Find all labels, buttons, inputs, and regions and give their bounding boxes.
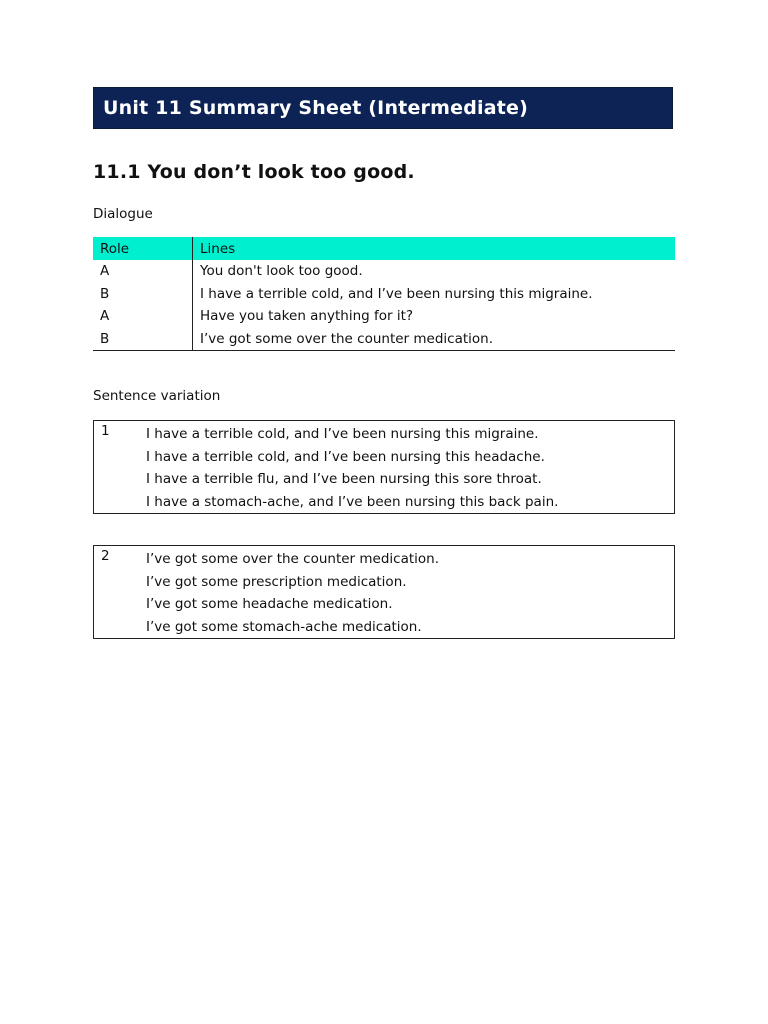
variation-line: I have a terrible flu, and I’ve been nursing this sore throat. — [146, 471, 542, 487]
variation-line: I’ve got some over the counter medication. — [146, 551, 440, 567]
role-cell: A — [93, 305, 193, 328]
variation-line: I’ve got some prescription medication. — [146, 573, 407, 590]
variation-line: I have a stomach-ache, and I’ve been nursing this back pain. — [146, 493, 559, 510]
line-cell: I’ve got some over the counter medication. — [193, 328, 676, 351]
section-heading: 11.1 You don’t look too good. — [93, 161, 415, 183]
variation-line: I’ve got some headache medication. — [146, 596, 393, 612]
variation-line: I have a terrible cold, and I’ve been nursing this migraine. — [146, 426, 539, 442]
line-cell: I have a terrible cold, and I’ve been nursing this migraine. — [200, 285, 593, 302]
table-row — [93, 283, 675, 306]
title-bar — [93, 87, 673, 129]
role-column-header: Role — [93, 237, 193, 260]
table-row — [93, 260, 675, 283]
variation-line: I have a terrible cold, and I’ve been nursing this headache. — [146, 448, 545, 465]
page-title: Unit 11 Summary Sheet (Intermediate) — [103, 97, 528, 119]
variation-line: I’ve got some stomach-ache medication. — [146, 618, 422, 635]
dialogue-header-row — [93, 237, 675, 260]
role-cell: B — [93, 328, 193, 351]
table-row — [93, 305, 675, 328]
role-cell: A — [93, 260, 193, 283]
dialogue-label: Dialogue — [93, 206, 153, 222]
role-cell: B — [93, 283, 193, 306]
table-row — [93, 328, 675, 351]
sentence-variation-label: Sentence variation — [93, 388, 221, 404]
variation-box-2 — [93, 545, 675, 639]
line-cell: Have you taken anything for it? — [200, 308, 414, 325]
variation-number: 1 — [101, 423, 110, 439]
variation-box-1 — [93, 420, 675, 514]
line-cell: You don't look too good. — [200, 263, 363, 280]
lines-column-header: Lines — [193, 237, 676, 260]
variation-number: 2 — [101, 548, 110, 564]
dialogue-table — [93, 237, 675, 351]
